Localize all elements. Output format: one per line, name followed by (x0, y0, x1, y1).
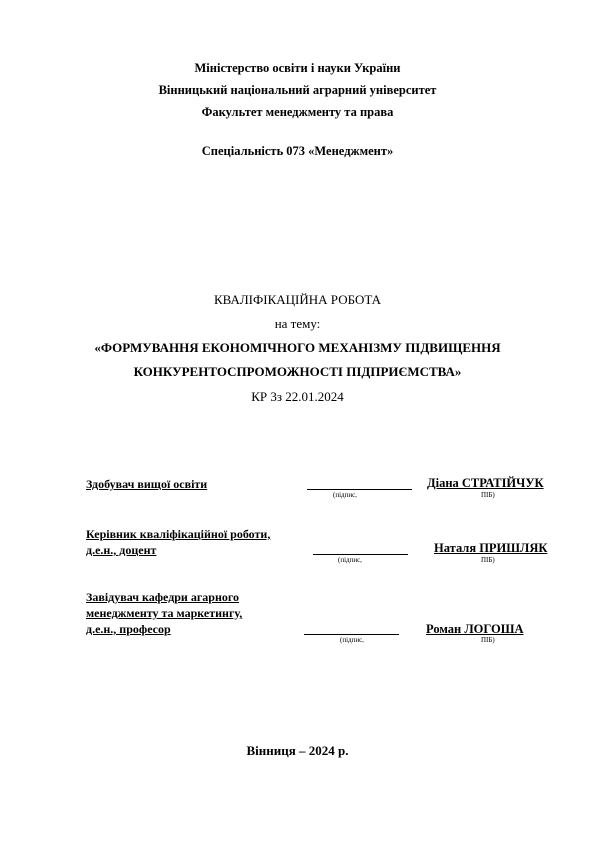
faculty-title: Факультет менеджменту та права (201, 105, 394, 119)
head-role-line-2: менеджменту та маркетингу, (86, 606, 243, 620)
student-signature-line (307, 489, 412, 490)
head-role-line-1: Завідувач кафедри агарного (86, 590, 240, 604)
head-signature-caption: (підпис, (340, 636, 364, 644)
head-name: Роман ЛОГОША (426, 622, 524, 636)
student-name: Діана СТРАТІЙЧУК (427, 476, 544, 490)
head-signature-line (304, 634, 399, 635)
supervisor-signature-line (313, 554, 408, 555)
supervisor-signature-caption: (підпис, (338, 556, 362, 564)
supervisor-name-caption: ПІБ) (481, 556, 495, 564)
on-topic-label: на тему: (274, 316, 321, 331)
student-name-caption: ПІБ) (481, 491, 495, 499)
city-year: Вінниця – 2024 р. (246, 743, 349, 758)
student-role: Здобувач вищої освіти (86, 477, 208, 491)
supervisor-name: Наталя ПРИШЛЯК (434, 541, 548, 555)
student-signature-caption: (підпис, (333, 491, 357, 499)
head-role-line-3: д.е.н., професор (86, 622, 171, 636)
topic-line-2: КОНКУРЕНТОСПРОМОЖНОСТІ ПІДПРИЄМСТВА» (133, 364, 462, 379)
specialty-title: Спеціальність 073 «Менеджмент» (201, 144, 394, 158)
work-type: КВАЛІФІКАЦІЙНА РОБОТА (213, 292, 382, 307)
supervisor-role-line-1: Керівник кваліфікаційної роботи, (86, 527, 271, 541)
work-code: КР 3з 22.01.2024 (251, 389, 344, 404)
ministry-title: Міністерство освіти і науки України (194, 61, 401, 75)
head-name-caption: ПІБ) (481, 636, 495, 644)
supervisor-role-line-2: д.е.н., доцент (86, 543, 157, 557)
topic-line-1: «ФОРМУВАННЯ ЕКОНОМІЧНОГО МЕХАНІЗМУ ПІДВИЩЕННЯ (94, 340, 501, 355)
university-title: Вінницький національний аграрний університет (158, 83, 437, 97)
